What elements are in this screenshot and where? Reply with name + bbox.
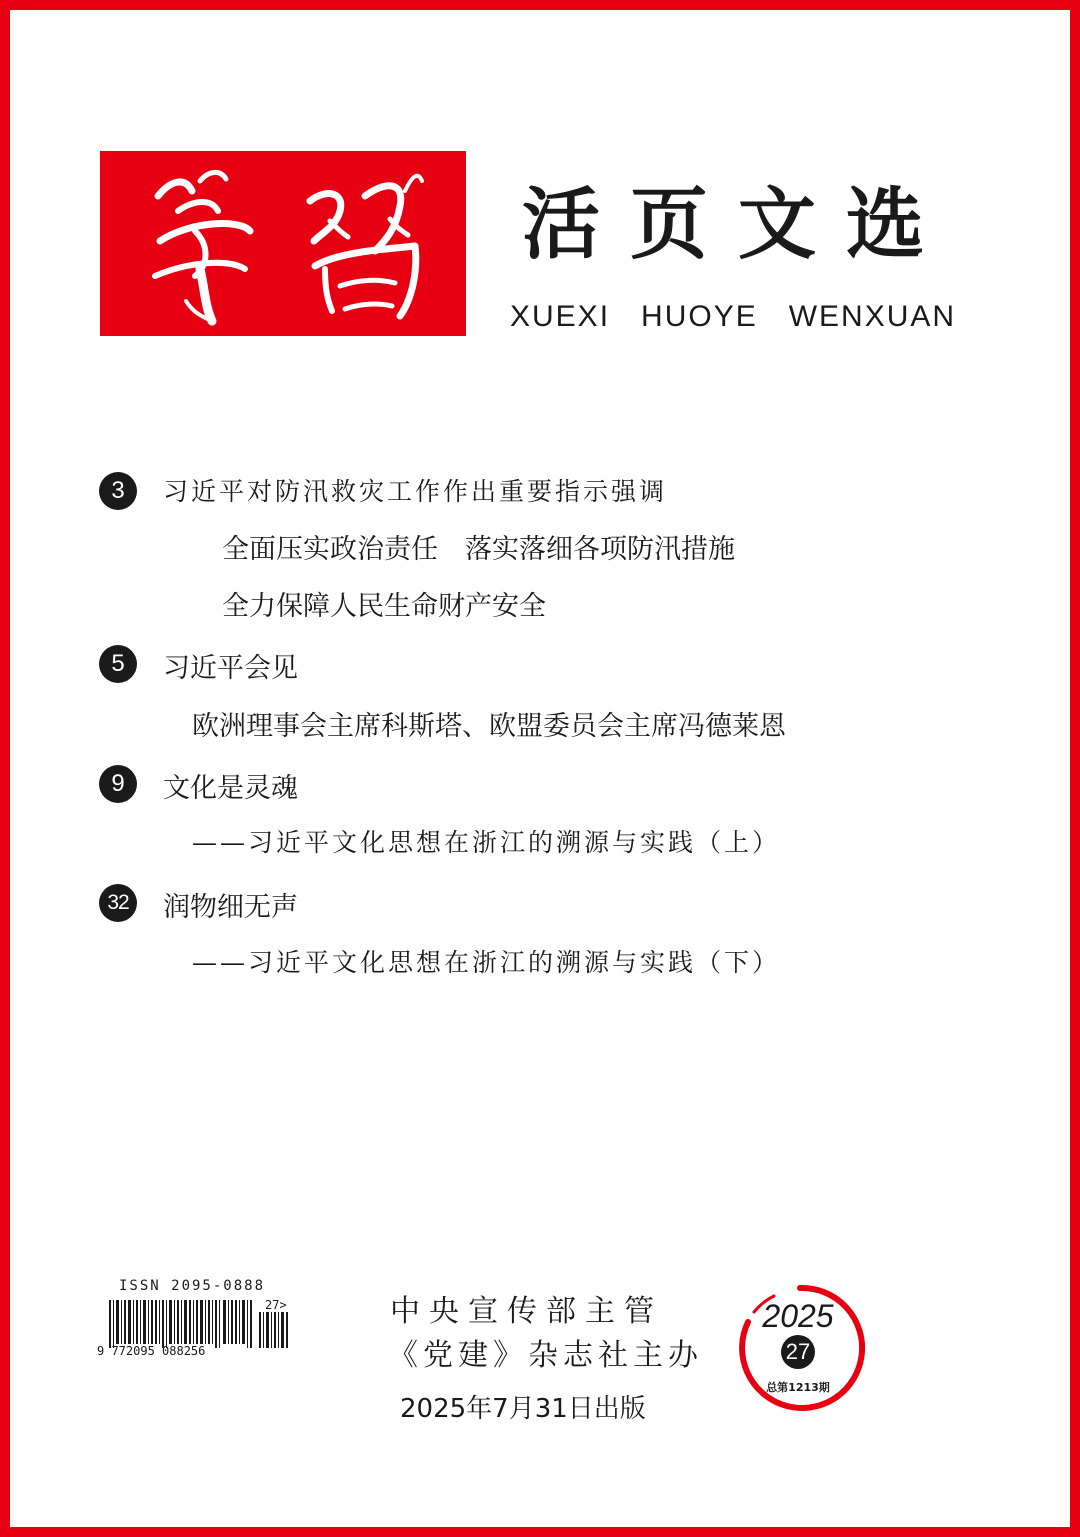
issn-label: ISSN 2095-0888 — [119, 1278, 266, 1294]
toc-page-number: 9 — [99, 765, 137, 803]
issue-number: 27 — [785, 1339, 811, 1364]
publication-date: 2025年7月31日出版 — [400, 1394, 646, 1424]
magazine-title: 活页文选 — [522, 179, 955, 270]
magazine-title-pinyin: XUEXI HUOYE WENXUAN — [510, 300, 957, 333]
toc-heading[interactable]: 文化是灵魂 — [163, 773, 298, 804]
issue-seal — [734, 1282, 866, 1414]
toc-subheading[interactable]: ——习近平文化思想在浙江的溯源与实践（上） — [192, 828, 781, 857]
issue-year: 2025 — [762, 1298, 834, 1334]
toc-page-number: 5 — [99, 645, 137, 683]
toc-subheading[interactable]: 全力保障人民生命财产安全 — [222, 591, 546, 622]
toc-page-number: 32 — [99, 884, 137, 922]
total-issue: 总第1213期 — [766, 1381, 830, 1394]
toc-heading[interactable]: 习近平对防汛救灾工作作出重要指示强调 — [163, 477, 668, 506]
xuexi-logo — [100, 151, 466, 336]
calligraphy-logo-icon — [100, 151, 466, 336]
barcode-number: 9 772095 088256 — [97, 1344, 206, 1358]
toc-subheading[interactable]: 全面压实政治责任 落实落细各项防汛措施 — [222, 534, 735, 565]
supervisor-line: 中央宣传部主管 — [390, 1294, 663, 1329]
toc-heading[interactable]: 润物细无声 — [163, 892, 298, 923]
publisher-line: 《党建》杂志社主办 — [388, 1338, 703, 1373]
toc-subheading[interactable]: ——习近平文化思想在浙江的溯源与实践（下） — [192, 948, 781, 977]
barcode-addon: 27> — [265, 1298, 287, 1312]
barcode — [97, 1298, 317, 1364]
toc-heading[interactable]: 习近平会见 — [163, 653, 298, 684]
toc-subheading[interactable]: 欧洲理事会主席科斯塔、欧盟委员会主席冯德莱恩 — [192, 711, 786, 742]
toc-page-number: 3 — [99, 472, 137, 510]
